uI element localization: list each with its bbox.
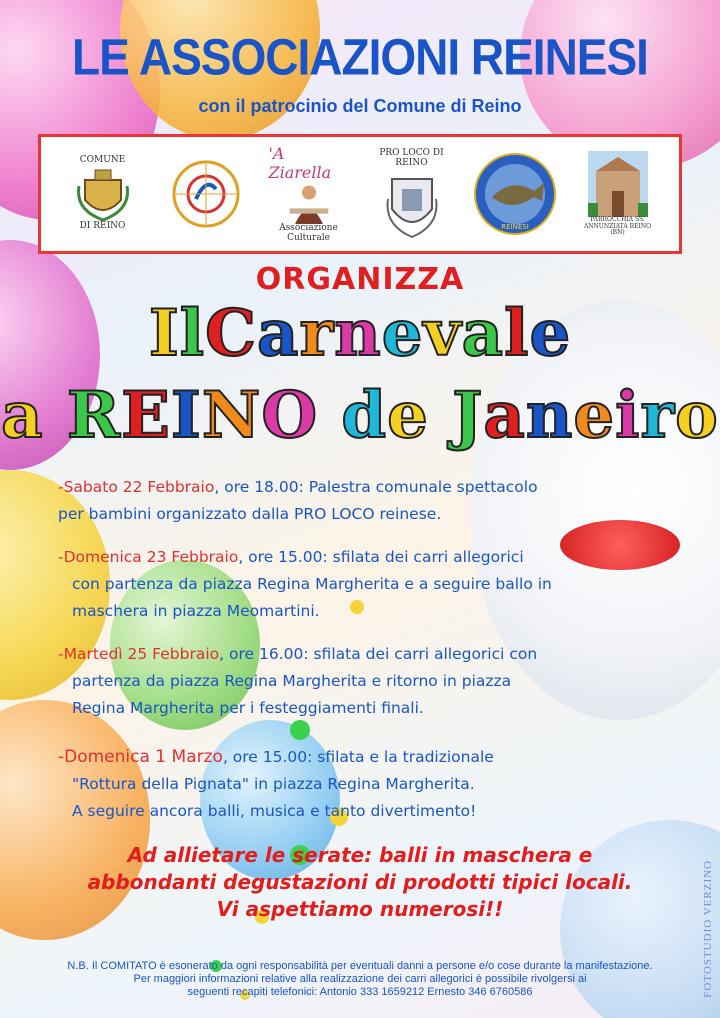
highlight-line: Ad allietare le serate: balli in maschera e <box>127 843 593 867</box>
highlight-message <box>0 842 720 923</box>
headline-letter <box>318 378 341 453</box>
headline-letter: o <box>675 378 719 453</box>
headline-letter: R <box>66 378 122 453</box>
headline-line-1 <box>0 296 720 371</box>
event-date: -Sabato 22 Febbraio <box>58 478 215 496</box>
footnote-line: seguenti recapiti telefonici: Antonio 333 1659212 Ernesto 346 6760586 <box>187 986 533 998</box>
circular-emblem-icon <box>166 144 246 244</box>
headline-letter: N <box>201 378 262 453</box>
event-item <box>58 474 658 528</box>
headline-letter <box>44 378 67 453</box>
event-date: -Martedì 25 Febbraio <box>58 645 220 663</box>
headline-letter: r <box>640 378 676 453</box>
headline-letter: n <box>525 378 574 453</box>
event-line: maschera in piazza Meomartini. <box>72 602 320 620</box>
event-text: , ore 18.00: Palestra comunale spettacolo <box>214 478 538 496</box>
headline-letter: O <box>261 378 319 453</box>
event-line: partenza da piazza Regina Margherita e ritorno in piazza <box>72 672 512 690</box>
headline-letter: I <box>170 378 202 453</box>
event-item <box>58 641 658 722</box>
event-text: , ore 15.00: sfilata dei carri allegorici <box>238 548 524 566</box>
headline-letter: e <box>381 296 424 371</box>
headline-letter: v <box>423 296 462 371</box>
church-photo-icon: PARROCCHIA SS. ANNUNZIATA REINO (BN) <box>578 144 658 244</box>
headline-letter: n <box>334 296 382 371</box>
event-line: "Rottura della Pignata" in piazza Regina Margherita. <box>72 775 475 793</box>
event-text: , ore 15.00: sfilata e la tradizionale <box>222 748 494 766</box>
headline-letter: a <box>483 378 526 453</box>
photo-credit: FOTOSTUDIO VERZINO <box>702 860 714 998</box>
footnote-line: N.B. Il COMITATO è esonerato da ogni responsabilità per eventuali danni a persone e/o cose durante la manifestazione. <box>67 960 653 972</box>
headline-letter: e <box>529 296 572 371</box>
highlight-line: abbondanti degustazioni di prodotti tipici locali. <box>87 870 633 894</box>
headline-letter: a <box>461 296 505 371</box>
event-line: per bambini organizzato dalla PRO LOCO reinese. <box>58 505 442 523</box>
headline-letter: r <box>299 296 335 371</box>
headline-letter: l <box>504 296 530 371</box>
headline-letter: e <box>573 378 616 453</box>
headline-letter: d <box>341 378 388 453</box>
page-title: LE ASSOCIAZIONI REINESI <box>72 28 648 86</box>
comune-reino-crest-icon: COMUNE DI REINO <box>79 155 126 231</box>
event-line: con partenza da piazza Regina Margherita e a seguire ballo in <box>72 575 552 593</box>
svg-text:REINESI: REINESI <box>500 223 529 231</box>
event-list <box>58 474 658 841</box>
pro-loco-crest-icon: PRO LOCO DI REINO <box>372 144 452 244</box>
event-item <box>58 544 658 625</box>
highlight-line: Vi aspettiamo numerosi!! <box>216 897 504 921</box>
sponsor-logos-box <box>38 134 682 254</box>
headline-letter <box>429 378 452 453</box>
event-line: A seguire ancora balli, musica e tanto divertimento! <box>72 802 477 820</box>
event-item <box>58 744 658 825</box>
headline-line-2 <box>0 378 720 453</box>
event-line: Regina Margherita per i festeggiamenti finali. <box>72 699 424 717</box>
headline-letter: C <box>205 296 258 371</box>
headline-letter: i <box>615 378 641 453</box>
headline-letter: l <box>179 296 206 371</box>
footnote-line: Per maggiori informazioni relative alla realizzazione dei carri allegorici è possibile rivolgersi ai <box>133 973 587 985</box>
headline-letter: e <box>387 378 429 453</box>
page-subtitle: con il patrocinio del Comune di Reino <box>198 96 522 116</box>
headline-letter: a <box>1 378 44 453</box>
headline-letter: J <box>452 378 484 453</box>
organizza-label: ORGANIZZA <box>255 262 465 297</box>
headline-letter: I <box>148 296 180 371</box>
event-date: -Domenica 1 Marzo <box>58 747 223 767</box>
headline-letter: E <box>121 378 171 453</box>
event-text: , ore 16.00: sfilata dei carri allegorici con <box>219 645 538 663</box>
event-date: -Domenica 23 Febbraio <box>58 548 239 566</box>
a-ziarella-icon: 'A Ziarella Associazione Culturale <box>268 144 338 244</box>
footnote <box>0 960 720 999</box>
headline-letter: a <box>257 296 300 371</box>
fish-emblem-icon <box>475 144 555 244</box>
